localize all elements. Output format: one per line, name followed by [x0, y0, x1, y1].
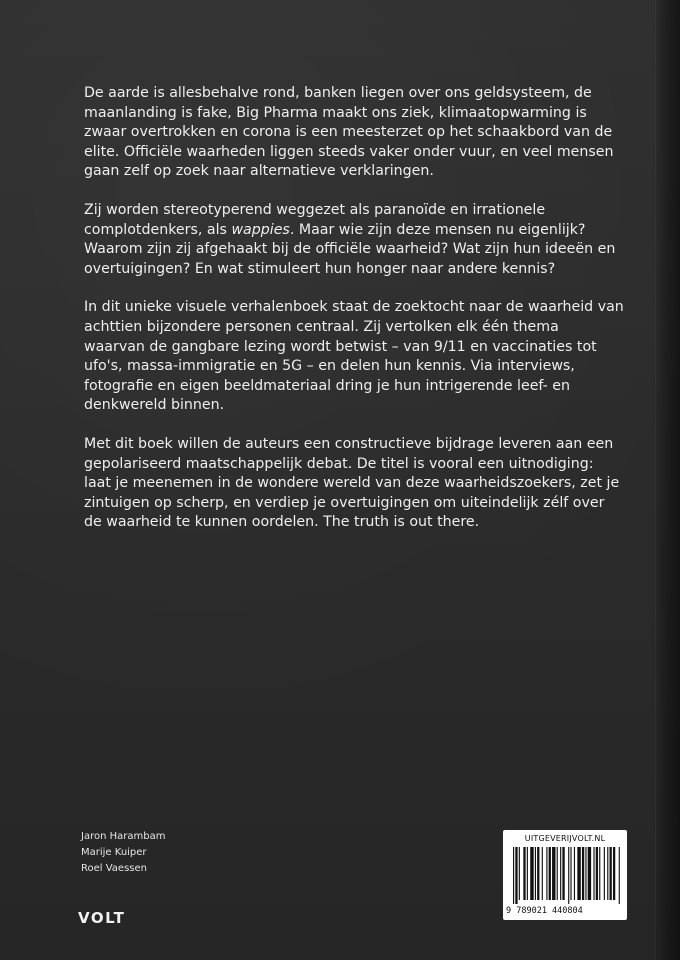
barcode-bar — [515, 847, 517, 904]
barcode-bar — [613, 847, 615, 900]
author-list — [81, 829, 165, 877]
barcode-bar — [604, 847, 605, 900]
author-name: Jaron Harambam — [81, 831, 166, 842]
barcode-bar — [546, 847, 547, 900]
author-name: Roel Vaessen — [81, 863, 147, 874]
barcode-bar — [568, 847, 569, 904]
blurb-paragraph-1: De aarde is allesbehalve rond, banken liegen over ons geldsysteem, de maanlanding is fake, Big Pharma maakt ons ziek, klimaatopwarming is zwaar overtrokken en corona is een meesterzet op het schaakbord van de elite. Officiële waarheden liggen steeds vaker onder vuur, en veel mensen gaan zelf op zoek naar alternatieve verklaringen. — [84, 85, 614, 180]
publisher-logo: VOLT — [78, 909, 126, 927]
barcode-bar — [619, 847, 620, 904]
barcode-bar — [527, 847, 528, 900]
barcode-bar — [537, 847, 539, 900]
barcode-bar — [557, 847, 558, 900]
barcode-bar — [552, 847, 555, 900]
blurb-paragraph-2 — [84, 201, 624, 279]
barcode-bar — [523, 847, 525, 900]
barcode-bar — [519, 847, 520, 900]
barcode-bar — [570, 847, 571, 900]
barcode-bar — [610, 847, 612, 900]
barcode-bar — [560, 847, 561, 900]
barcode-icon — [513, 847, 621, 904]
barcode-bar — [574, 847, 575, 900]
barcode-bar — [582, 847, 584, 900]
barcode-bar — [549, 847, 551, 900]
barcode-bar — [588, 847, 591, 900]
spine-shadow — [652, 0, 680, 960]
barcode-bar — [535, 847, 536, 900]
barcode-bar — [562, 847, 564, 900]
isbn-number: 9 789021 440804 — [506, 906, 583, 916]
blurb-text — [84, 84, 624, 552]
barcode-bar — [542, 847, 543, 900]
blurb-paragraph-3: In dit unieke visuele verhalenboek staat de zoektocht naar de waarheid van achttien bijzondere personen centraal. Zij vertolken elk één thema waarvan de gangbare lezing wordt betwist – van 9/11 en vaccinaties tot ufo's, massa-immigratie en 5G – en delen hun kennis. Via interviews, fotografie en eigen beeldmateriaal dring je hun intrigerende leef- en denkwereld binnen. — [84, 299, 624, 414]
barcode-bar — [577, 847, 580, 900]
blurb-p2-start: Zij worden stereotyperend weggezet als paranoïde en irrationele complotdenkers, als — [84, 201, 546, 238]
blurb-p2-end: . Maar wie zijn deze mensen nu eigenlijk? Waarom zijn zij afgehaakt bij de officiële waarheid? Wat zijn hun ideeën en overtuigingen? En wat stimuleert hun honger naar andere kennis? — [84, 221, 616, 277]
barcode-bar — [593, 847, 594, 900]
author-name: Marije Kuiper — [81, 847, 147, 858]
barcode-bar — [585, 847, 586, 900]
blurb-p2-italic: wappies — [231, 221, 290, 238]
publisher-url: UITGEVERIJVOLT.NL — [524, 834, 606, 843]
barcode-bar — [599, 847, 600, 900]
barcode-bar — [513, 847, 514, 904]
barcode-bar — [607, 847, 608, 900]
barcode-bar — [596, 847, 598, 900]
barcode-label — [503, 830, 627, 920]
blurb-paragraph-4: Met dit boek willen de auteurs een constructieve bijdrage leveren aan een gepolariseerd maatschappelijk debat. De titel is vooral een uitnodiging: laat je meenemen in de wondere wereld van deze waarheidszoekers, zet je zintuigen op scherp, en verdiep je overtuigingen om uiteindelijk zélf over de waarheid te kunnen oordelen. The truth is out there. — [84, 435, 620, 531]
barcode-bar — [530, 847, 533, 900]
